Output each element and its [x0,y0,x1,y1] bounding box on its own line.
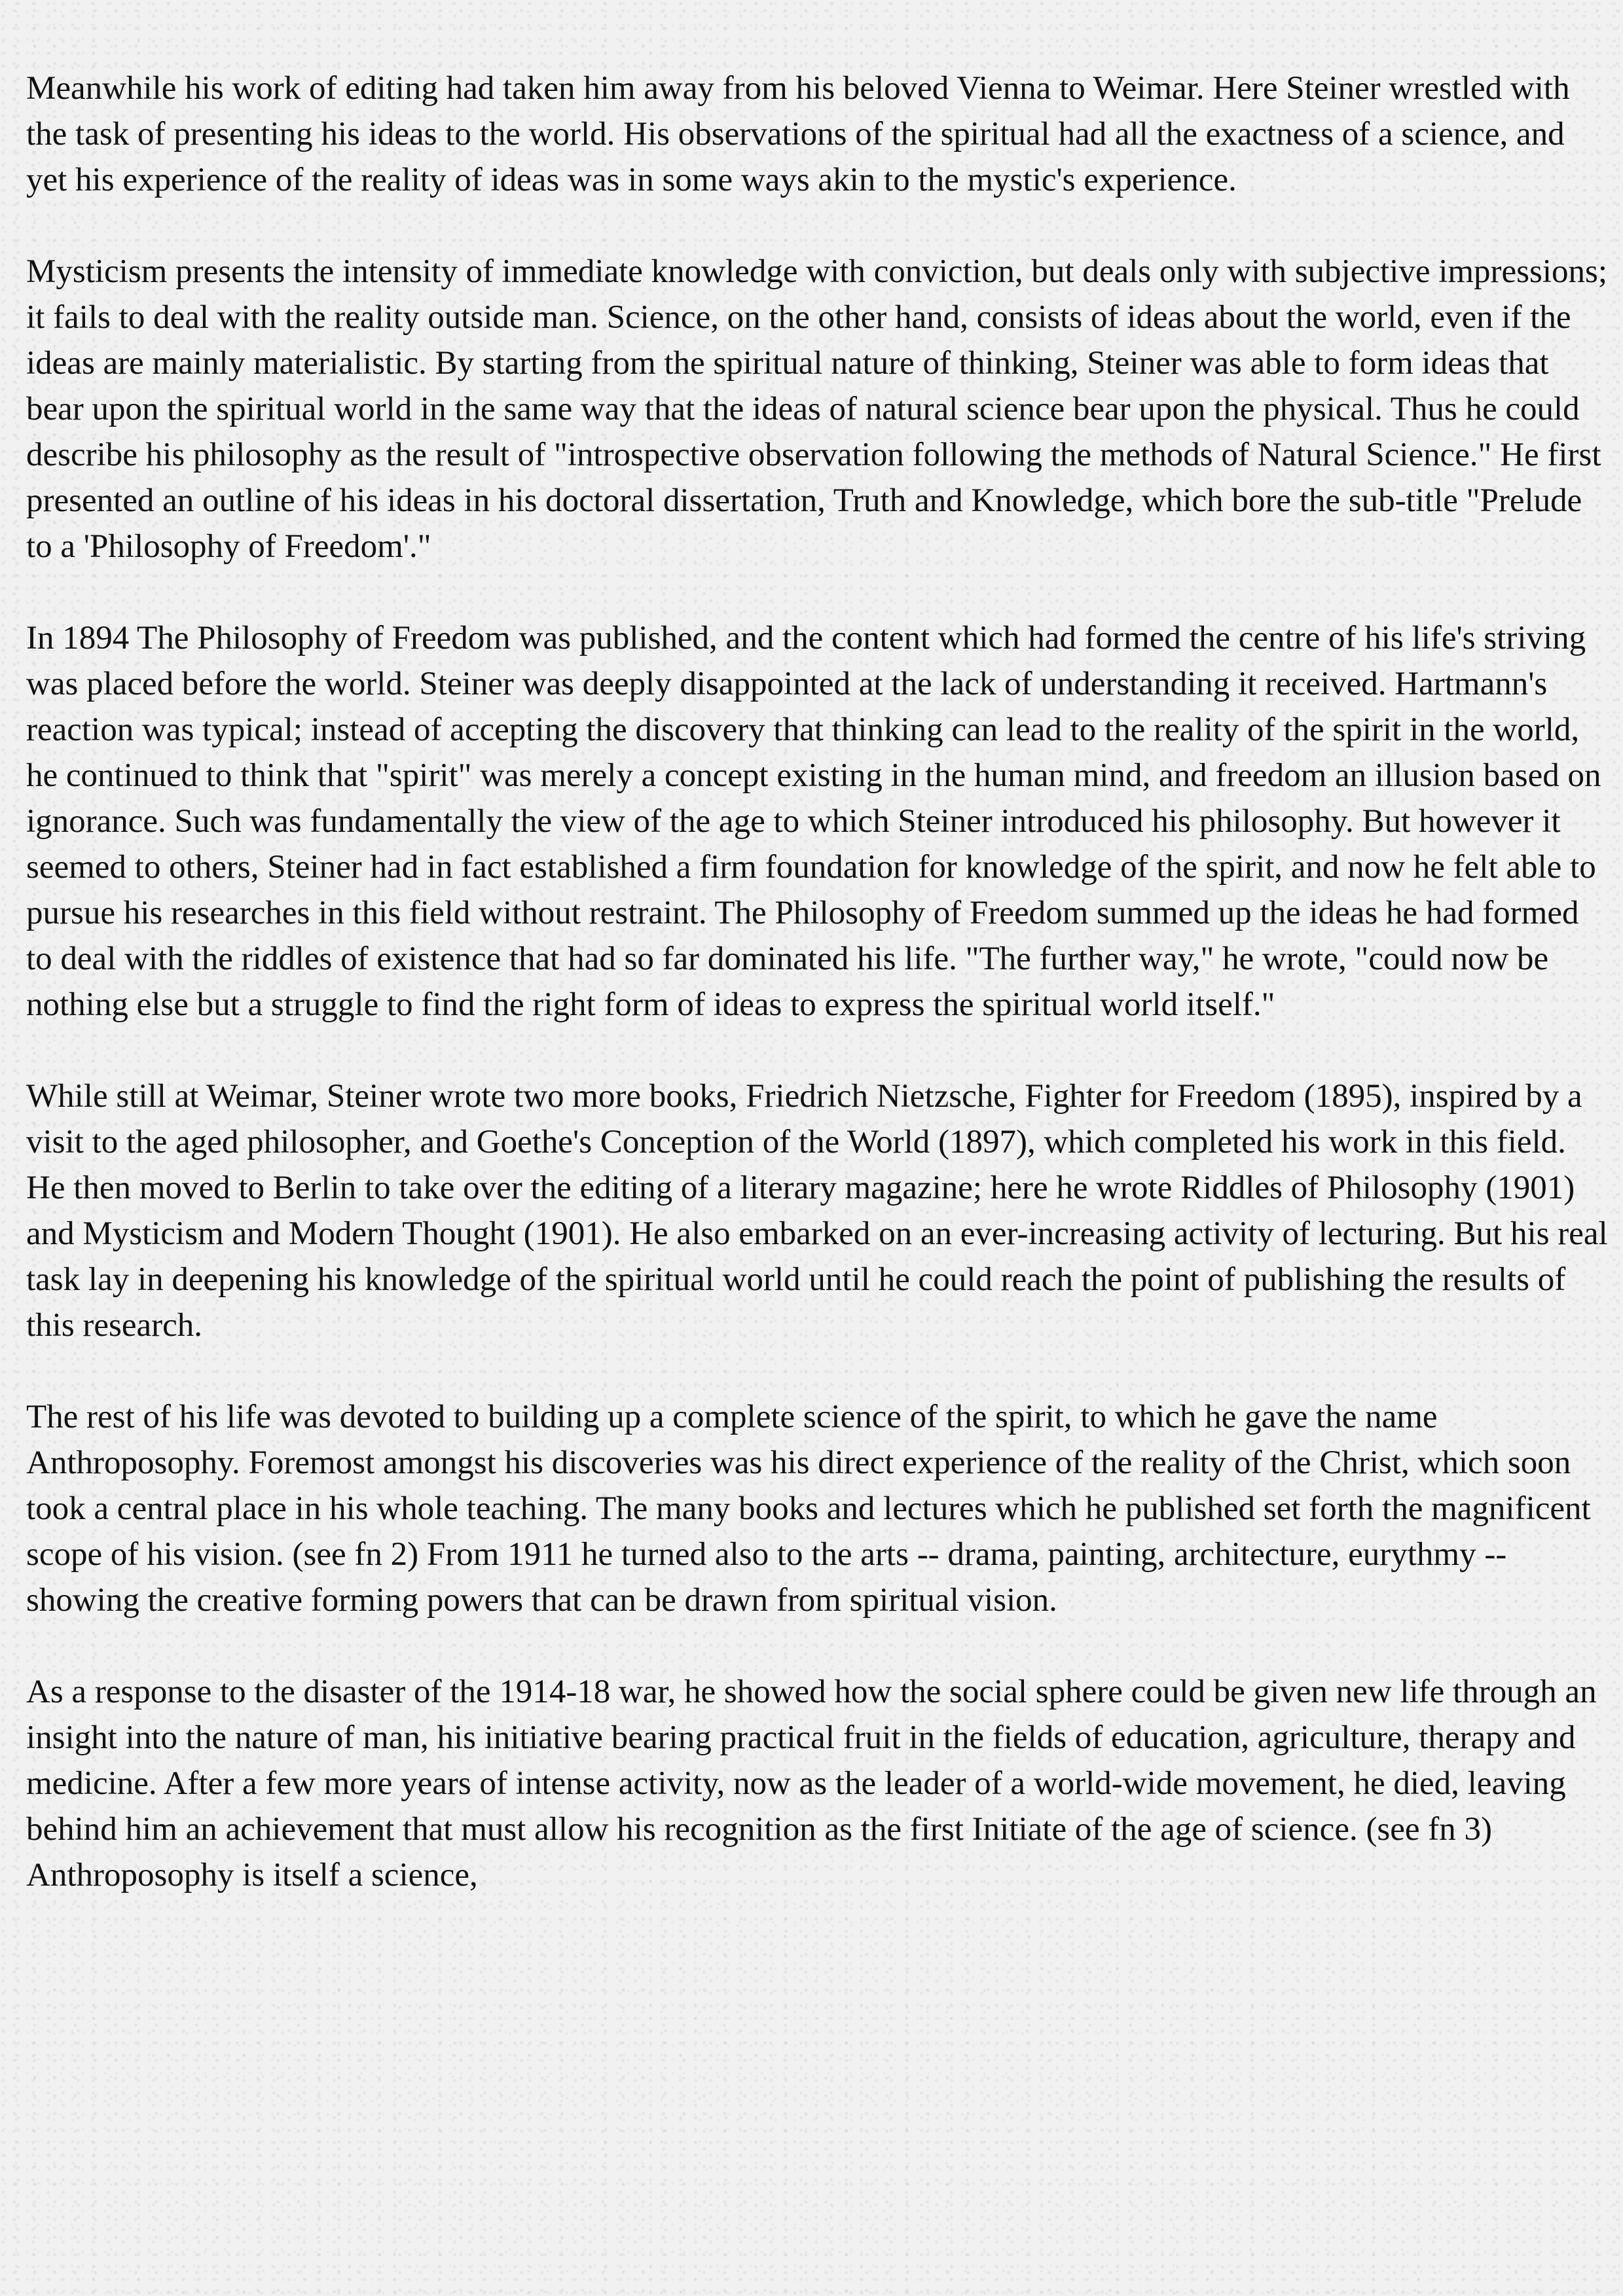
paragraph-weimar-berlin-books: While still at Weimar, Steiner wrote two more books, Friedrich Nietzsche, Fighter for Freedom (1895), inspired by a visit to the aged philosopher, and Goethe's Conception of the World (1897), which completed his work in this field. He then moved to Berlin to take over the editing of a literary magazine; here he wrote Riddles of Philosophy (1901) and Mysticism and Modern Thought (1901). He also embarked on an ever-increasing activity of lecturing. But his real task lay in deepening his knowledge of the spiritual world until he could reach the point of publishing the results of this research. [26,1078,1608,1344]
paragraph-weimar-editing: Meanwhile his work of editing had taken him away from his beloved Vienna to Weimar. Here Steiner wrestled with the task of presenting his ideas to the world. His observations of the spiritual had all the exactness of a science, and yet his experience of the reality of ideas was in some ways akin to the mystic's experience. [26,70,1570,198]
paragraph-mysticism-science: Mysticism presents the intensity of immediate knowledge with conviction, but deals only with subjective impressions; it fails to deal with the reality outside man. Science, on the other hand, consists of ideas about the world, even if the ideas are mainly materialistic. By starting from the spiritual nature of thinking, Steiner was able to form ideas that bear upon the spiritual world in the same way that the ideas of natural science bear upon the physical. Thus he could describe his philosophy as the result of "introspective observation following the methods of Natural Science." He first presented an outline of his ideas in his doctoral dissertation, Truth and Knowledge, which bore the sub-title "Prelude to a 'Philosophy of Freedom'." [26,253,1608,565]
paragraph-anthroposophy: The rest of his life was devoted to building up a complete science of the spirit, to which he gave the name Anthroposophy. Foremost amongst his discoveries was his direct experience of the reality of the Christ, which soon took a central place in his whole teaching. The many books and lectures which he published set forth the magnificent scope of his vision. (see fn 2) From 1911 he turned also to the arts -- drama, painting, architecture, eurythmy -- showing the creative forming powers that can be drawn from spiritual vision. [26,1399,1591,1619]
paragraph-philosophy-of-freedom: In 1894 The Philosophy of Freedom was published, and the content which had formed the centre of his life's striving was placed before the world. Steiner was deeply disappointed at the lack of understanding it received. Hartmann's reaction was typical; instead of accepting the discovery that thinking can lead to the reality of the spirit in the world, he continued to think that "spirit" was merely a concept existing in the human mind, and freedom an illusion based on ignorance. Such was fundamentally the view of the age to which Steiner introduced his philosophy. But however it seemed to others, Steiner had in fact established a firm foundation for knowledge of the spirit, and now he felt able to pursue his researches in this field without restraint. The Philosophy of Freedom summed up the ideas he had formed to deal with the riddles of existence that had so far dominated his life. "The further way," he wrote, "could now be nothing else but a struggle to find the right form of ideas to express the spiritual world itself." [26,620,1601,1023]
paragraph-social-sphere: As a response to the disaster of the 1914-18 war, he showed how the social sphere could be given new life through an insight into the nature of man, his initiative bearing practical fruit in the fields of education, agriculture, therapy and medicine. After a few more years of intense activity, now as the leader of a world-wide movement, he died, leaving behind him an achievement that must allow his recognition as the first Initiate of the age of science. (see fn 3) Anthroposophy is itself a science, [26,1674,1597,1893]
document-page [26,65,1611,1944]
